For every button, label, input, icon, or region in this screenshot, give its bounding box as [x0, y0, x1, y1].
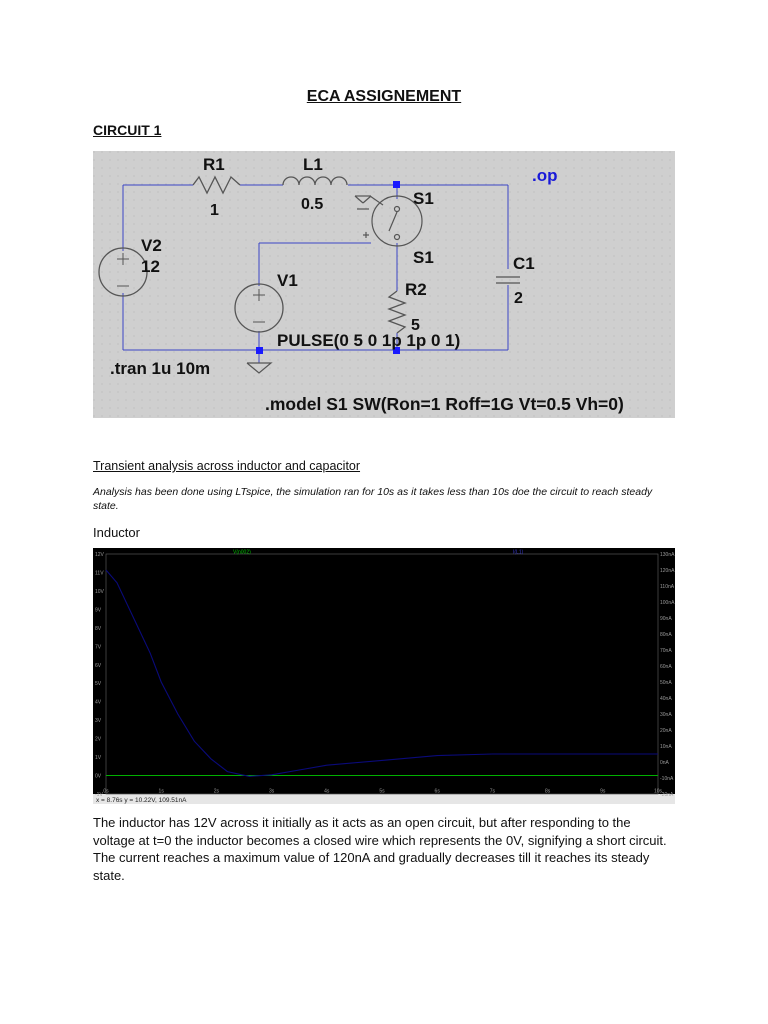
y-right-tick-label: 40nA: [660, 696, 672, 702]
s1-label-top: S1: [413, 189, 434, 208]
v1-name: V1: [277, 271, 298, 290]
y-right-tick-label: 70nA: [660, 648, 672, 654]
y-right-tick-label: 110nA: [660, 584, 675, 590]
analysis-subheading: Transient analysis across inductor and capacitor: [93, 459, 361, 473]
y-right-tick-label: -20nA: [660, 792, 674, 798]
v2-value: 12: [141, 257, 160, 276]
section-heading: CIRCUIT 1: [93, 122, 162, 138]
legend-voltage: V(n002): [233, 549, 251, 556]
x-tick-label: 8s: [544, 788, 551, 795]
x-tick-label: 3s: [268, 788, 275, 795]
inductor-label: Inductor: [93, 525, 140, 540]
y-right-tick-label: 50nA: [660, 680, 672, 686]
x-tick-label: 5s: [379, 788, 385, 795]
y-left-tick-label: 10V: [95, 588, 104, 595]
y-right-tick-label: 130nA: [660, 552, 675, 558]
v2-name: V2: [141, 236, 162, 255]
y-left-tick-label: -1V: [95, 792, 103, 798]
x-tick-label: 0s: [103, 788, 109, 795]
y-left-tick-label: 11V: [95, 570, 104, 577]
y-left-tick-label: 8V: [95, 625, 102, 632]
x-tick-label: 1s: [158, 788, 164, 795]
y-right-tick-label: 20nA: [660, 728, 672, 734]
y-right-tick-label: 10nA: [660, 744, 672, 750]
op-directive: .op: [532, 166, 558, 185]
l1-name: L1: [303, 155, 323, 174]
circuit-schematic: [93, 151, 675, 418]
y-right-tick-label: 80nA: [660, 632, 672, 638]
plot-status-text: x = 8.76s y = 10.22V, 109.51nA: [96, 797, 187, 804]
y-right-tick-label: -10nA: [660, 776, 674, 782]
y-left-tick-label: 2V: [95, 736, 102, 743]
x-tick-label: 4s: [324, 788, 330, 795]
inductor-transient-plot: [93, 548, 675, 804]
y-left-tick-label: 6V: [95, 662, 102, 669]
x-tick-label: 2s: [213, 788, 220, 795]
inductor-explanation: The inductor has 12V across it initially as it acts as an open circuit, but after responding to the voltage at t=0 the inductor becomes a closed wire which represents the 0V, signifying a short circuit. The current reaches a maximum value of 120nA and gradually decreases till it reaches its steady state.: [93, 815, 667, 883]
tran-directive: .tran 1u 10m: [110, 359, 211, 378]
y-right-tick-label: 60nA: [660, 664, 672, 670]
document-title: ECA ASSIGNEMENT: [306, 88, 462, 105]
r2-name: R2: [405, 280, 427, 299]
y-right-tick-label: 30nA: [660, 712, 672, 718]
pulse-directive: PULSE(0 5 0 1p 1p 0 1): [277, 331, 461, 350]
x-tick-label: 10s: [653, 788, 663, 795]
y-right-tick-label: 120nA: [660, 568, 675, 574]
y-left-tick-label: 7V: [95, 644, 102, 651]
x-tick-label: 7s: [489, 788, 496, 795]
y-left-tick-label: 12V: [95, 552, 104, 558]
l1-value: 0.5: [301, 196, 324, 213]
x-tick-label: 9s: [600, 788, 606, 795]
y-right-tick-label: 100nA: [660, 600, 675, 606]
c1-name: C1: [513, 254, 535, 273]
y-left-tick-label: 5V: [95, 681, 102, 688]
y-left-tick-label: 4V: [95, 699, 102, 706]
s1-label-bottom: S1: [413, 248, 434, 267]
analysis-note: Analysis has been done using LTspice, the simulation ran for 10s as it takes less than 10s doe the circuit to reach steady state.: [93, 486, 653, 512]
r2-value: 5: [411, 317, 420, 334]
c1-value: 2: [514, 290, 523, 307]
node-marker-bottom-left: [256, 347, 263, 354]
legend-current: I(L1): [513, 549, 524, 556]
r1-value: 1: [210, 202, 219, 219]
r1-name: R1: [203, 155, 225, 174]
node-marker-top: [393, 181, 400, 188]
y-left-tick-label: 3V: [95, 718, 102, 725]
x-tick-label: 6s: [434, 788, 440, 795]
model-directive: .model S1 SW(Ron=1 Roff=1G Vt=0.5 Vh=0): [265, 394, 624, 414]
y-right-tick-label: 90nA: [660, 616, 672, 622]
plot-background: [93, 548, 675, 804]
y-right-tick-label: 0nA: [660, 760, 669, 766]
y-left-tick-label: 0V: [95, 773, 102, 780]
y-left-tick-label: 9V: [95, 607, 102, 614]
y-left-tick-label: 1V: [95, 755, 102, 762]
